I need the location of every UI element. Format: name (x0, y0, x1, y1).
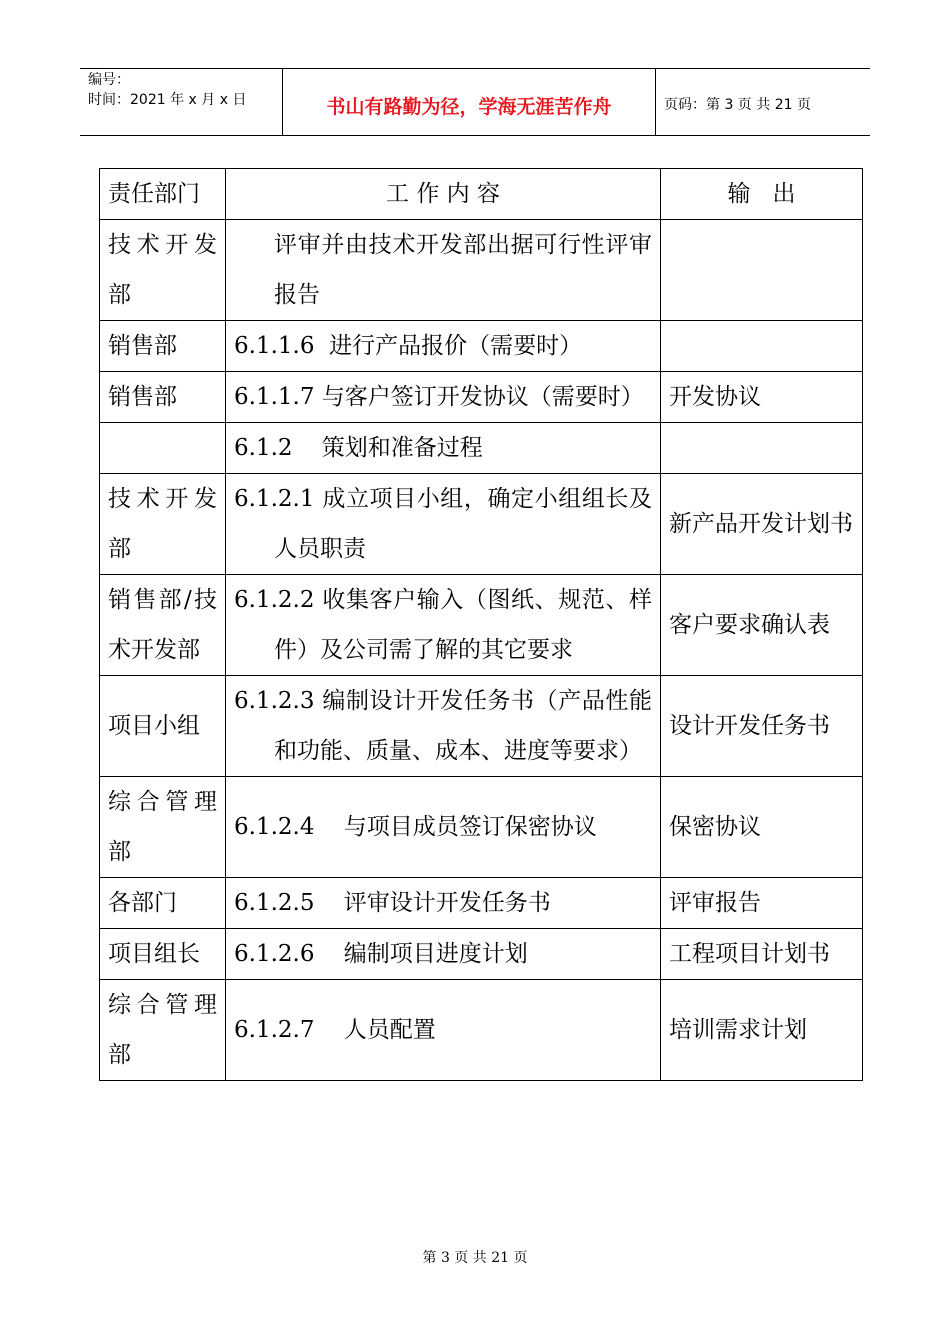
table-row (100, 321, 863, 372)
cell-content: 6.1.1.7 与客户签订开发协议（需要时） (226, 372, 661, 423)
cell-dept: 项目小组 (100, 676, 226, 777)
header-bottom-rule (80, 135, 870, 136)
table-row (100, 372, 863, 423)
table-row (100, 980, 863, 1081)
table-row (100, 220, 863, 321)
cell-content: 6.1.2.7 人员配置 (226, 980, 661, 1081)
cell-dept (100, 423, 226, 474)
table-row (100, 777, 863, 878)
table-header-row (100, 169, 863, 220)
cell-content: 6.1.2.5 评审设计开发任务书 (226, 878, 661, 929)
cell-dept: 销售部 (100, 372, 226, 423)
responsibility-table (99, 168, 863, 1081)
cell-content: 6.1.2 策划和准备过程 (226, 423, 661, 474)
cell-content: 6.1.1.6 进行产品报价（需要时） (226, 321, 661, 372)
column-header-content: 工 作 内 容 (226, 169, 661, 220)
header-motto: 书山有路勤为径，学海无涯苦作舟 (326, 96, 612, 118)
cell-dept: 项目组长 (100, 929, 226, 980)
cell-output (661, 220, 863, 321)
table-row (100, 929, 863, 980)
cell-dept: 综合管理部 (100, 980, 226, 1081)
column-header-dept: 责任部门 (100, 169, 226, 220)
doc-date: 时间：2021 年 x 月 x 日 (88, 92, 247, 108)
header-divider (655, 68, 656, 135)
header-top-rule (80, 68, 870, 69)
cell-dept: 销售部 (100, 321, 226, 372)
cell-dept: 各部门 (100, 878, 226, 929)
cell-output: 开发协议 (661, 372, 863, 423)
cell-output (661, 423, 863, 474)
doc-number: 编号： (88, 72, 130, 88)
table-row (100, 676, 863, 777)
table-row (100, 423, 863, 474)
cell-dept: 技术开发部 (100, 220, 226, 321)
header-divider (282, 68, 283, 135)
cell-output: 保密协议 (661, 777, 863, 878)
cell-content: 6.1.2.6 编制项目进度计划 (226, 929, 661, 980)
cell-output: 客户要求确认表 (661, 575, 863, 676)
cell-output: 培训需求计划 (661, 980, 863, 1081)
cell-output: 新产品开发计划书 (661, 474, 863, 575)
cell-content: 6.1.2.2 收集客户输入（图纸、规范、样件）及公司需了解的其它要求 (226, 575, 661, 676)
page-footer: 第 3 页 共 21 页 (422, 1250, 528, 1266)
column-header-output: 输 出 (661, 169, 863, 220)
cell-content: 评审并由技术开发部出据可行性评审报告 (226, 220, 661, 321)
table-row (100, 474, 863, 575)
cell-output: 评审报告 (661, 878, 863, 929)
cell-dept: 综合管理部 (100, 777, 226, 878)
header-page-number: 页码：第 3 页 共 21 页 (664, 97, 811, 113)
table-row (100, 878, 863, 929)
cell-dept: 技术开发部 (100, 474, 226, 575)
cell-content: 6.1.2.4 与项目成员签订保密协议 (226, 777, 661, 878)
table-row (100, 575, 863, 676)
cell-content: 6.1.2.1 成立项目小组，确定小组组长及人员职责 (226, 474, 661, 575)
cell-content: 6.1.2.3 编制设计开发任务书（产品性能和功能、质量、成本、进度等要求） (226, 676, 661, 777)
cell-output: 工程项目计划书 (661, 929, 863, 980)
cell-output (661, 321, 863, 372)
header-info (88, 70, 246, 110)
cell-dept: 销售部/技术开发部 (100, 575, 226, 676)
cell-output: 设计开发任务书 (661, 676, 863, 777)
